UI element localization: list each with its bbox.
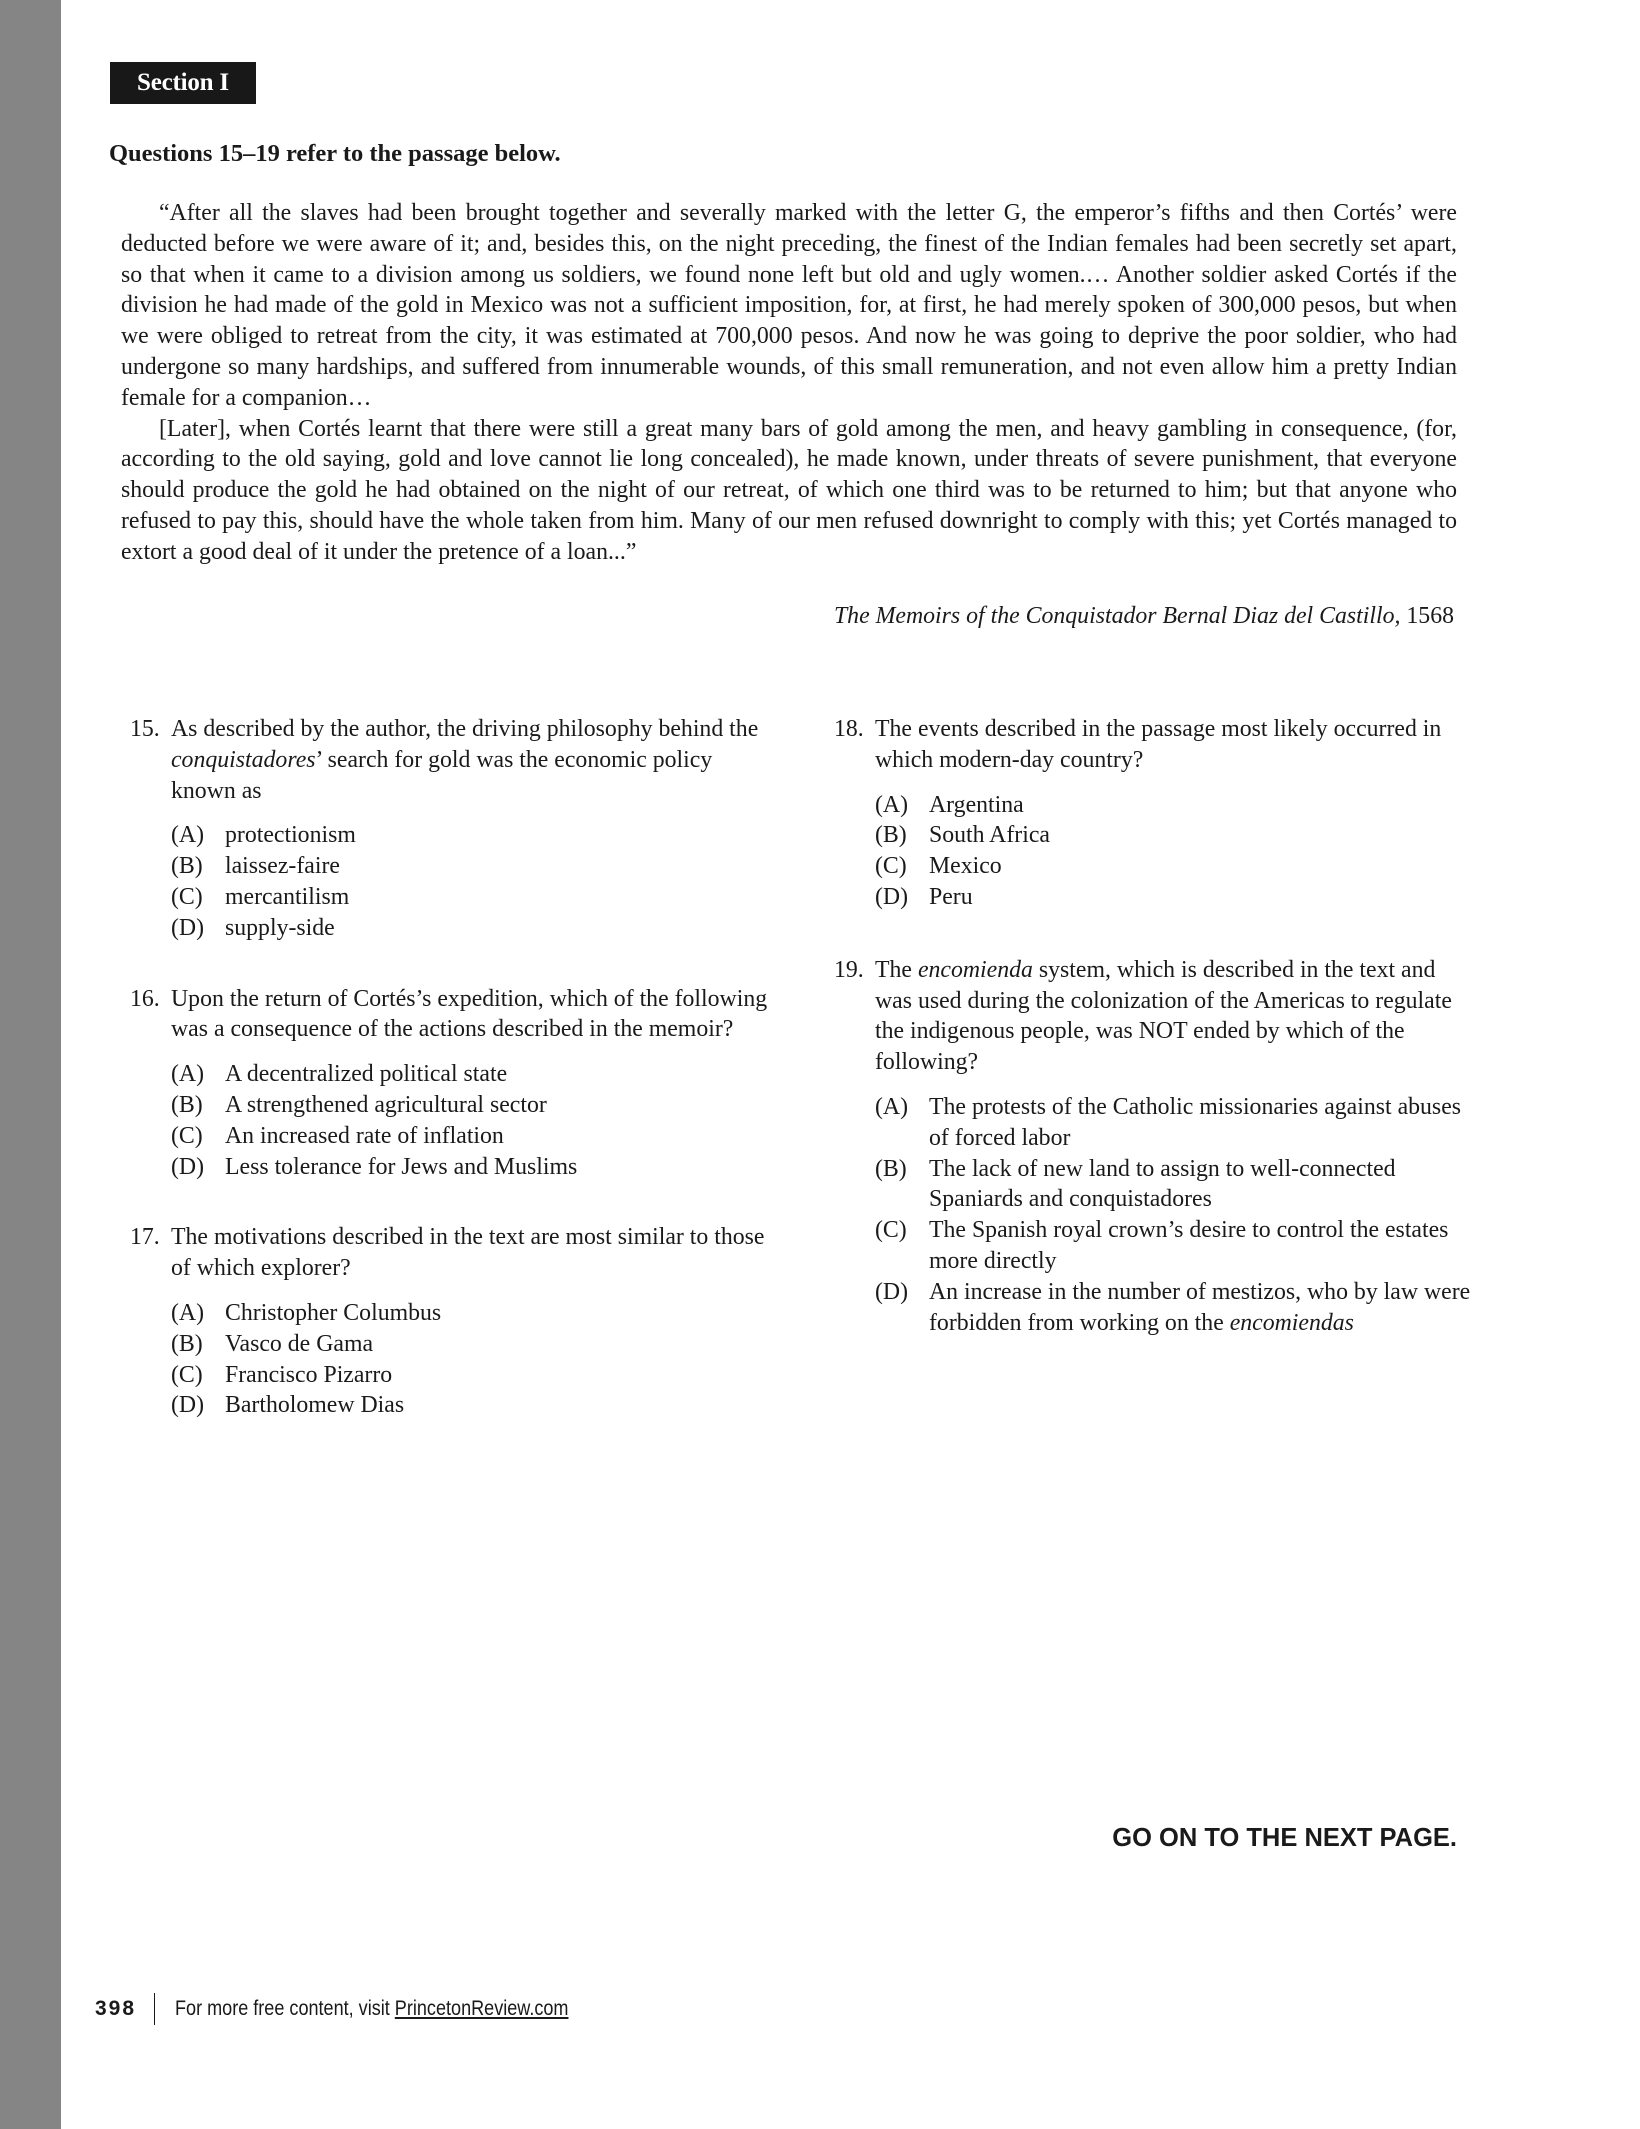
- question-19: [834, 955, 1474, 1339]
- question-15: [130, 714, 770, 944]
- answer-choice-b[interactable]: (B) laissez-faire: [171, 853, 340, 880]
- page-gutter-bar: [0, 0, 61, 2129]
- answer-choice-c[interactable]: (C) The Spanish royal crown’s desire to control the estates more directly: [875, 1217, 1449, 1274]
- passage-paragraph: [Later], when Cortés learnt that there were still a great many bars of gold among the men, and heavy gambling in consequence, (for, according to the old saying, gold and love cannot lie long concealed), he made known, under threats of severe punishment, that everyone should produce the gold he had obtained on the night of our retreat, of which one third was to be returned to him; but that anyone who refused to pay this, should have the whole taken from him. Many of our men refused downright to comply with this; yet Cortés managed to extort a good deal of it under the pretence of a loan...”: [121, 415, 1457, 565]
- questions-intro: Questions 15–19 refer to the passage below.: [109, 140, 561, 167]
- answer-choices: [171, 1059, 770, 1182]
- answer-choices: [875, 1092, 1474, 1338]
- answer-choice-d[interactable]: (D) An increase in the number of mestizos, who by law were forbidden from working on the encomiendas: [875, 1278, 1471, 1336]
- page-footer: [95, 1992, 633, 2026]
- answer-choice-d[interactable]: (D) Bartholomew Dias: [171, 1392, 405, 1419]
- answer-choice-b[interactable]: (B) The lack of new land to assign to well-connected Spaniards and conquistadores: [875, 1155, 1396, 1213]
- questions-left-column: [130, 714, 770, 1421]
- answer-choice-d[interactable]: (D) supply-side: [171, 914, 335, 941]
- answer-choice-b[interactable]: (B) Vasco de Gama: [171, 1330, 374, 1357]
- page-number: 398: [95, 1997, 137, 2020]
- question-18: [834, 714, 1474, 913]
- question-number: 15.: [130, 716, 160, 742]
- question-stem: Upon the return of Cortés’s expedition, which of the following was a consequence of the actions described in the memoir?: [171, 985, 768, 1043]
- answer-choice-c[interactable]: (C) An increased rate of inflation: [171, 1122, 504, 1149]
- go-on-next-page-notice: GO ON TO THE NEXT PAGE.: [1112, 1824, 1457, 1852]
- answer-choice-c[interactable]: (C) mercantilism: [171, 883, 350, 910]
- citation-title: The Memoirs of the Conquistador Bernal Diaz del Castillo,: [833, 603, 1401, 629]
- answer-choice-b[interactable]: (B) A strengthened agricultural sector: [171, 1091, 547, 1118]
- citation-year: 1568: [1406, 603, 1454, 629]
- answer-choice-a[interactable]: (A) protectionism: [171, 822, 356, 849]
- question-17: [130, 1222, 770, 1421]
- passage: [121, 198, 1457, 568]
- question-16: [130, 984, 770, 1183]
- answer-choice-c[interactable]: (C) Francisco Pizarro: [171, 1361, 393, 1388]
- question-number: 19.: [834, 956, 864, 983]
- answer-choices: [171, 1298, 770, 1421]
- answer-choice-a[interactable]: (A) Christopher Columbus: [171, 1299, 442, 1326]
- passage-citation: [834, 603, 1454, 630]
- answer-choice-d[interactable]: (D) Peru: [875, 883, 973, 910]
- answer-choices: [875, 790, 1474, 913]
- answer-choice-a[interactable]: (A) Argentina: [875, 791, 1024, 818]
- footer-note: For more free content, visit PrincetonReview.com: [175, 1997, 569, 2020]
- answer-choices: [171, 820, 770, 943]
- answer-choice-d[interactable]: (D) Less tolerance for Jews and Muslims: [171, 1153, 578, 1180]
- answer-choice-a[interactable]: (A) The protests of the Catholic missionaries against abuses of forced labor: [875, 1093, 1462, 1151]
- question-stem: The motivations described in the text are most similar to those of which explorer?: [171, 1224, 765, 1282]
- passage-paragraph: “After all the slaves had been brought together and severally marked with the letter G, the emperor’s fifths and then Cortés’ were deducted before we were aware of it; and, besides this, on the night preceding, the finest of the Indian females had been secretly set apart, so that when it came to a division among us soldiers, we found none left but old and ugly women.… Another soldier asked Cortés if the division he had made of the gold in Mexico was not a sufficient imposition, for, at first, he had merely spoken of 300,000 pesos, but when we were obliged to retreat from the city, it was estimated at 700,000 pesos. And now he was going to deprive the poor soldier, who had undergone so many hardships, and suffered from innumerable wounds, of this small remuneration, and not even allow him a pretty Indian female for a companion…: [121, 200, 1457, 411]
- question-stem: As described by the author, the driving philosophy behind the conquistadores’ search for gold was the economic policy known as: [171, 716, 759, 804]
- answer-choice-b[interactable]: (B) South Africa: [875, 822, 1050, 849]
- question-stem: The events described in the passage most likely occurred in which modern-day country?: [875, 716, 1442, 773]
- questions-right-column: [834, 714, 1474, 1338]
- question-stem: The encomienda system, which is described in the text and was used during the colonization of the Americas to regulate the indigenous people, was NOT ended by which of the following?: [875, 956, 1452, 1076]
- section-label-text: Section I: [137, 69, 229, 96]
- answer-choice-c[interactable]: (C) Mexico: [875, 853, 1002, 880]
- section-label: [110, 62, 256, 104]
- question-number: 18.: [834, 716, 864, 742]
- question-number: 16.: [130, 985, 160, 1012]
- answer-choice-a[interactable]: (A) A decentralized political state: [171, 1061, 508, 1088]
- question-number: 17.: [130, 1224, 160, 1251]
- princeton-review-link[interactable]: PrincetonReview.com: [394, 1997, 569, 2020]
- footer-divider: [154, 1993, 155, 2025]
